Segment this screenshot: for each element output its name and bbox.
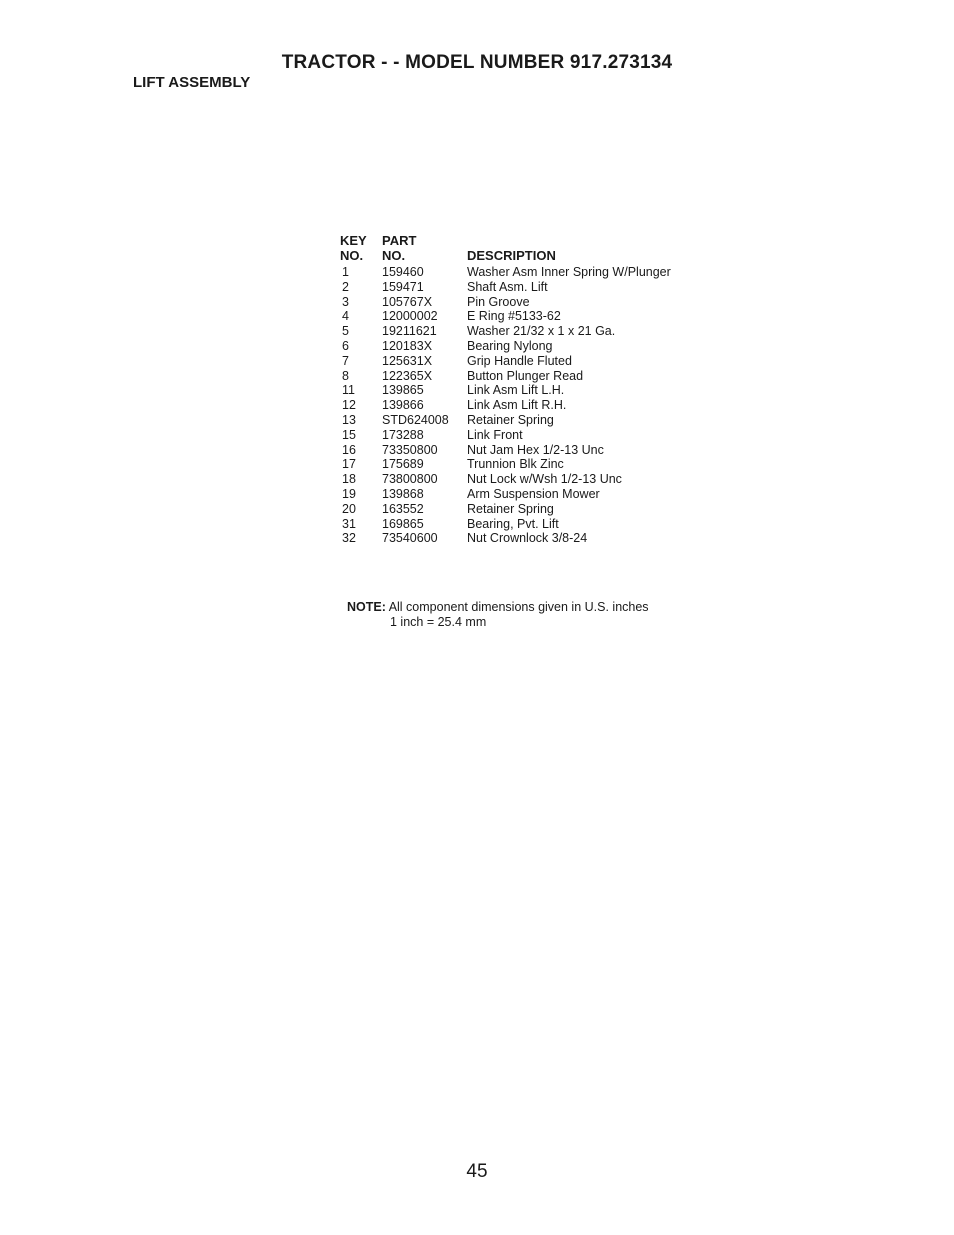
key-number: 3	[342, 294, 349, 309]
part-number: 169865	[382, 516, 424, 531]
key-number: 5	[342, 324, 349, 339]
key-number: 2	[342, 279, 349, 294]
table-row	[340, 443, 707, 458]
table-row	[340, 383, 707, 398]
part-number: 173288	[382, 427, 424, 442]
table-row	[340, 339, 707, 354]
table-row	[340, 265, 707, 280]
part-description: Nut Lock w/Wsh 1/2-13 Unc	[467, 472, 622, 487]
table-row	[340, 428, 707, 443]
part-number: 120183X	[382, 338, 433, 353]
part-description: Washer Asm Inner Spring W/Plunger	[467, 265, 671, 279]
table-row	[340, 413, 707, 428]
part-description: Bearing, Pvt. Lift	[467, 516, 559, 531]
table-row	[340, 398, 707, 413]
part-number: 139868	[382, 486, 424, 501]
part-number: 163552	[382, 501, 424, 516]
section-title: LIFT ASSEMBLY	[133, 74, 251, 91]
page-title: TRACTOR - - MODEL NUMBER 917.273134	[281, 52, 673, 73]
key-number: 6	[342, 338, 349, 353]
part-number: 73540600	[382, 531, 438, 546]
key-number: 18	[342, 472, 356, 487]
header-row-bottom	[340, 248, 707, 265]
header-key-bottom: NO.	[340, 248, 364, 263]
part-description: Shaft Asm. Lift	[467, 279, 548, 294]
part-number: 73800800	[382, 472, 438, 487]
page-number: 45	[466, 1161, 488, 1182]
key-number: 8	[342, 368, 349, 383]
part-description: Retainer Spring	[467, 501, 554, 516]
part-number: 139866	[382, 398, 424, 413]
table-row	[340, 309, 707, 324]
table-row	[340, 517, 707, 532]
table-row	[340, 472, 707, 487]
part-number: 73350800	[382, 442, 438, 457]
part-description: Button Plunger Read	[467, 368, 584, 383]
table-row	[340, 502, 707, 517]
part-description: Pin Groove	[467, 294, 530, 309]
part-number: 122365X	[382, 368, 433, 383]
header-row-top	[340, 233, 707, 248]
header-part-top: PART	[382, 233, 417, 248]
table-row	[340, 457, 707, 472]
parts-table-body	[340, 265, 707, 546]
table-row	[340, 369, 707, 384]
table-row	[340, 295, 707, 310]
table-row	[340, 324, 707, 339]
key-number: 4	[342, 309, 349, 324]
part-description: Grip Handle Fluted	[467, 353, 572, 368]
part-number: 12000002	[382, 309, 438, 324]
part-description: Arm Suspension Mower	[467, 486, 600, 501]
part-description: Link Asm Lift R.H.	[467, 398, 567, 413]
header-key-top: KEY	[340, 233, 367, 248]
header-description: DESCRIPTION	[467, 248, 556, 263]
key-number: 16	[342, 442, 356, 457]
part-number: 105767X	[382, 294, 433, 309]
key-number: 20	[342, 501, 356, 516]
part-number: STD624008	[382, 412, 449, 427]
part-number: 139865	[382, 383, 424, 398]
key-number: 15	[342, 427, 356, 442]
parts-table-header	[340, 233, 707, 265]
part-number: 159460	[382, 265, 424, 279]
part-description: E Ring #5133-62	[467, 309, 561, 324]
key-number: 31	[342, 516, 356, 531]
dimension-note	[347, 600, 649, 630]
key-number: 19	[342, 486, 356, 501]
header-part-bottom: NO.	[382, 248, 406, 263]
key-number: 1	[342, 265, 349, 279]
part-description: Nut Crownlock 3/8-24	[467, 531, 588, 546]
header-desc-top	[467, 233, 707, 248]
key-number: 11	[342, 383, 355, 398]
table-row	[340, 487, 707, 502]
part-number: 159471	[382, 279, 424, 294]
key-number: 7	[342, 353, 349, 368]
key-number: 13	[342, 412, 356, 427]
part-description: Retainer Spring	[467, 412, 554, 427]
note-text: All component dimensions given in U.S. inches	[388, 600, 649, 614]
key-number: 12	[342, 398, 356, 413]
part-description: Link Front	[467, 427, 523, 442]
key-number: 32	[342, 531, 356, 546]
part-description: Trunnion Blk Zinc	[467, 457, 564, 472]
parts-list-table	[340, 233, 707, 546]
part-description: Link Asm Lift L.H.	[467, 383, 565, 398]
part-description: Washer 21/32 x 1 x 21 Ga.	[467, 324, 616, 339]
part-description: Nut Jam Hex 1/2-13 Unc	[467, 442, 604, 457]
note-conversion: 1 inch = 25.4 mm	[390, 615, 487, 629]
part-number: 175689	[382, 457, 424, 472]
note-label: NOTE:	[347, 600, 386, 614]
part-description: Bearing Nylong	[467, 338, 553, 353]
part-number: 19211621	[382, 324, 437, 339]
table-row	[340, 280, 707, 295]
table-row	[340, 354, 707, 369]
table-row	[340, 531, 707, 546]
key-number: 17	[342, 457, 356, 472]
part-number: 125631X	[382, 353, 433, 368]
